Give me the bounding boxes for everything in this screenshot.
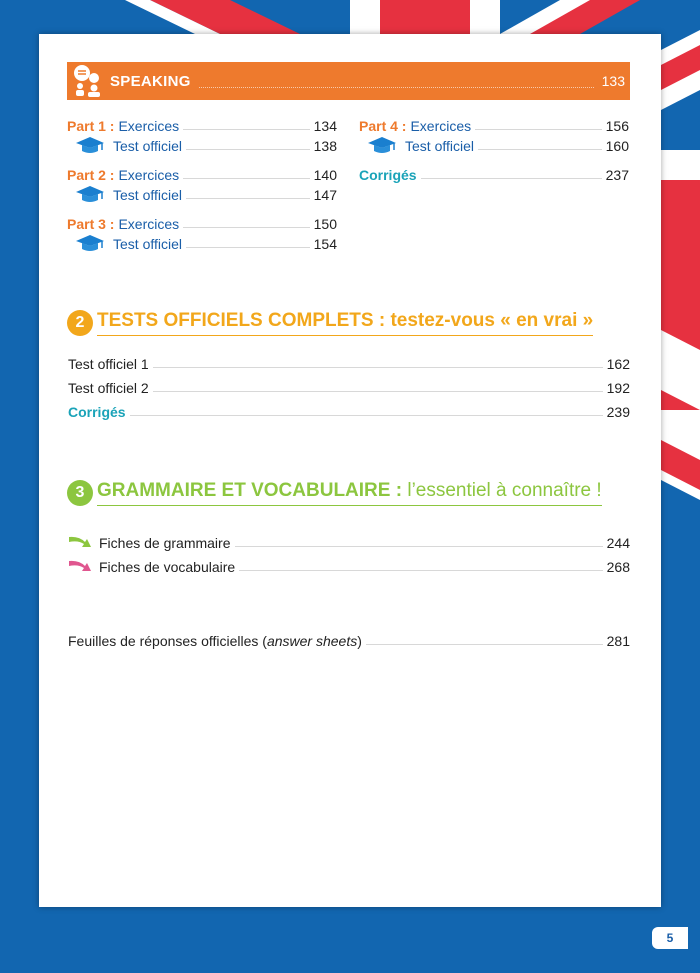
leader-line: [475, 128, 601, 130]
section-3-heading[interactable]: [67, 480, 602, 506]
graduation-cap-icon: [75, 185, 105, 203]
leader-line: [239, 569, 602, 571]
toc-entry-answer-sheets[interactable]: [68, 629, 630, 649]
section-title: [97, 480, 602, 506]
entry-label: Exercices: [410, 118, 472, 134]
entry-page: 160: [605, 138, 629, 154]
entry-label: Test officiel: [113, 187, 182, 203]
leader-line: [478, 148, 602, 150]
graduation-cap-icon: [75, 234, 105, 252]
entry-label: Fiches de vocabulaire: [99, 559, 236, 575]
entry-page: 192: [606, 380, 630, 396]
leader-line: [186, 197, 310, 199]
entry-label: Exercices: [118, 167, 180, 183]
entry-label: Corrigés: [68, 404, 126, 420]
toc-entry-section2-corriges[interactable]: [68, 400, 630, 420]
entry-page: 134: [313, 118, 337, 134]
entry-page: 162: [606, 356, 630, 372]
part-label: Part 1 :: [67, 118, 115, 134]
section-title-bold: GRAMMAIRE ET VOCABULAIRE :: [97, 480, 403, 501]
entry-page: 147: [313, 187, 337, 203]
entry-label: Exercices: [118, 118, 180, 134]
leader-line: [183, 226, 309, 228]
section-title: TESTS OFFICIELS COMPLETS : testez-vous « en vrai »: [97, 310, 593, 336]
part-label: Part 4 :: [359, 118, 407, 134]
entry-page: 237: [605, 167, 629, 183]
toc-entry-part2-test[interactable]: [67, 183, 337, 203]
entry-page: 281: [606, 633, 630, 649]
leader-line: [366, 643, 603, 645]
answer-sheets-prefix: Feuilles de réponses officielles (: [68, 633, 267, 649]
entry-page: 140: [313, 167, 337, 183]
entry-page: 239: [606, 404, 630, 420]
entry-label: Test officiel: [405, 138, 474, 154]
speaking-section-header[interactable]: [67, 62, 630, 100]
toc-entry-part1-exercices[interactable]: [67, 114, 337, 134]
leader-line: [186, 246, 310, 248]
section-2-heading[interactable]: [67, 310, 593, 336]
speaking-icon: [68, 62, 104, 100]
entry-label: [68, 633, 362, 649]
entry-page: 156: [605, 118, 629, 134]
toc-entry-test-officiel-2[interactable]: [68, 376, 630, 396]
page-number: 5: [652, 927, 688, 949]
entry-label: Test officiel: [113, 138, 182, 154]
toc-entry-part3-exercices[interactable]: [67, 212, 337, 232]
leader-line: [186, 148, 310, 150]
entry-page: 138: [313, 138, 337, 154]
section-title-light: l’essentiel à connaître !: [407, 480, 602, 501]
entry-page: 154: [313, 236, 337, 252]
toc-entry-fiches-vocabulaire[interactable]: [67, 555, 630, 575]
entry-label: Test officiel 1: [68, 356, 149, 372]
part-label: Part 2 :: [67, 167, 115, 183]
toc-entry-part3-test[interactable]: [67, 232, 337, 252]
toc-entry-part2-exercices[interactable]: [67, 163, 337, 183]
entry-page: 150: [313, 216, 337, 232]
toc-page: [39, 34, 661, 907]
toc-entry-part4-test[interactable]: [359, 134, 629, 154]
section-number-badge: 2: [67, 310, 93, 336]
leader-line: [421, 177, 602, 179]
leader-line: [153, 390, 603, 392]
pink-arrow-icon: [67, 557, 93, 575]
entry-label: Corrigés: [359, 167, 417, 183]
entry-page: 244: [606, 535, 630, 551]
green-arrow-icon: [67, 533, 93, 551]
entry-label: Test officiel 2: [68, 380, 149, 396]
graduation-cap-icon: [75, 136, 105, 154]
entry-label: Fiches de grammaire: [99, 535, 231, 551]
leader-line: [183, 128, 309, 130]
speaking-title: SPEAKING: [110, 72, 191, 90]
answer-sheets-suffix: ): [357, 633, 362, 649]
entry-page: 268: [606, 559, 630, 575]
toc-entry-fiches-grammaire[interactable]: [67, 531, 630, 551]
leader-line: [235, 545, 603, 547]
part-label: Part 3 :: [67, 216, 115, 232]
toc-entry-test-officiel-1[interactable]: [68, 352, 630, 372]
toc-entry-part4-exercices[interactable]: [359, 114, 629, 134]
entry-label: Exercices: [118, 216, 180, 232]
entry-label: Test officiel: [113, 236, 182, 252]
toc-entry-part1-test[interactable]: [67, 134, 337, 154]
leader-line: [130, 414, 603, 416]
section-number-badge: 3: [67, 480, 93, 506]
leader-line: [183, 177, 309, 179]
speaking-page-number: 133: [601, 73, 625, 89]
graduation-cap-icon: [367, 136, 397, 154]
leader-dots: [199, 86, 594, 88]
answer-sheets-italic: answer sheets: [266, 633, 358, 649]
leader-line: [153, 366, 603, 368]
toc-entry-speaking-corriges[interactable]: [359, 163, 629, 183]
